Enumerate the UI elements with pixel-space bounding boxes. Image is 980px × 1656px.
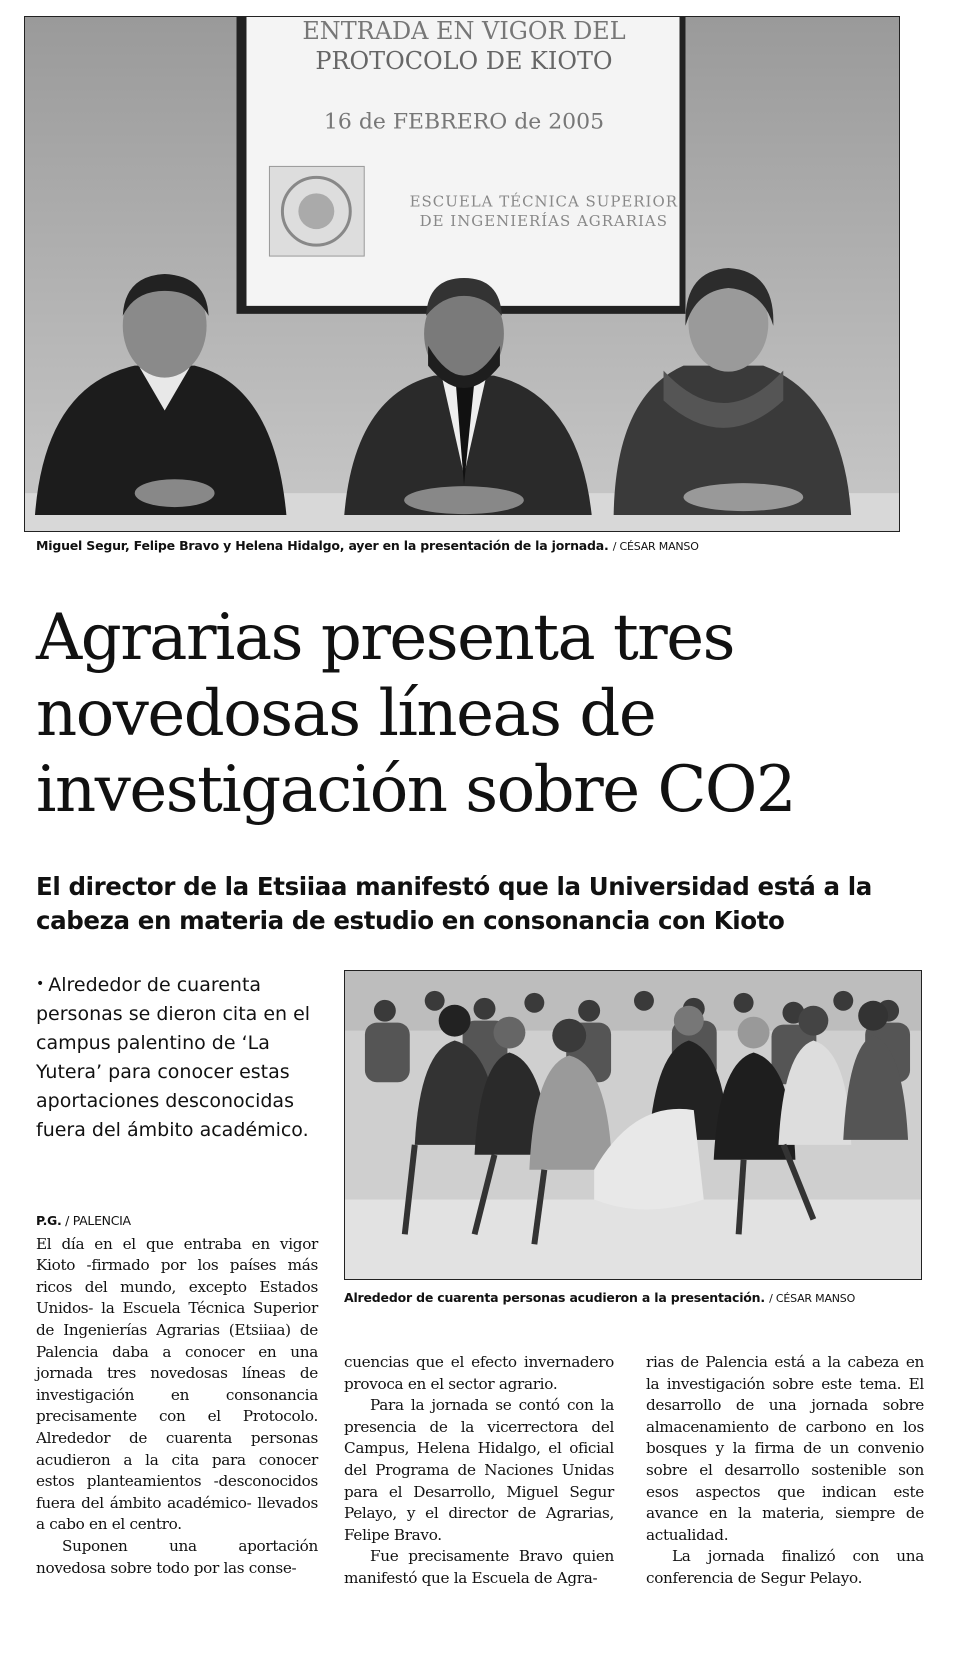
- summary-text: Alrededor de cuarenta personas se dieron cita en el campus palentino de ‘La Yutera’ para conocer estas aportaciones desconocidas fuera del ámbito académico.: [36, 974, 311, 1141]
- banner-line-2: PROTOCOLO DE KIOTO: [315, 46, 613, 75]
- body-paragraph: cuencias que el efecto invernadero provoca en el sector agrario.: [344, 1353, 614, 1393]
- audience-caption: [344, 1290, 855, 1305]
- photo-caption: [36, 538, 699, 553]
- summary-bullet: •: [36, 976, 45, 992]
- body-paragraph: Para la jornada se contó con la presencia de la vicerrectora del Campus, Helena Hidalgo, el oficial del Programa de Naciones Unidas para el Desarrollo, Miguel Segur Pelayo, y el director de Agrarias, Felipe Bravo.: [344, 1396, 614, 1544]
- body-column-2: [344, 1352, 614, 1590]
- body-paragraph: Suponen una aportación novedosa sobre todo por las conse-: [36, 1536, 318, 1577]
- headline: Agrarias presenta tres novedosas líneas de investigación sobre CO2: [36, 601, 796, 827]
- byline-author: P.G.: [36, 1213, 62, 1228]
- body-paragraph: Fue precisamente Bravo quien manifestó que la Escuela de Agra-: [344, 1547, 614, 1587]
- body-paragraph: El día en el que entraba en vigor Kioto -firmado por los países más ricos del mundo, excepto Estados Unidos- la Escuela Técnica Superior de Ingenierías Agrarias (Etsiiaa) de Palencia daba a conocer en una jornada tres novedosas líneas de investigación en consonancia precisamente con el Protocolo. Alrededor de cuarenta personas acudieron a la cita para conocer estos planteamientos -desconocidos fuera del ámbito académico- llevados a cabo en el centro.: [36, 1234, 318, 1534]
- banner-date: 16 de FEBRERO de 2005: [323, 109, 605, 135]
- body-paragraph: La jornada finalizó con una conferencia de Segur Pelayo.: [646, 1547, 924, 1587]
- subheadline: El director de la Etsiiaa manifestó que la Universidad está a la cabeza en materia de estudio en consonancia con Kioto: [36, 872, 872, 935]
- body-column-1: [36, 1210, 318, 1579]
- summary-box: [36, 970, 326, 1145]
- body-paragraph: rias de Palencia está a la cabeza en la investigación sobre este tema. El desarrollo de una jornada sobre almacenamiento de carbono en los bosques y la firma de un convenio sobre el desarrollo sostenible son esos aspectos que indican este avance en la materia, siempre de actualidad.: [646, 1353, 924, 1544]
- audience-photo: [344, 970, 922, 1280]
- university-seal-icon: [269, 166, 364, 256]
- audience-photo-credit: / CÉSAR MANSO: [769, 1292, 856, 1305]
- photo-credit: / CÉSAR MANSO: [612, 540, 699, 553]
- byline-place: / PALENCIA: [65, 1213, 131, 1228]
- banner-school-line-1: ESCUELA TÉCNICA SUPERIOR: [409, 192, 678, 211]
- caption-text: Miguel Segur, Felipe Bravo y Helena Hidalgo, ayer en la presentación de la jornada.: [36, 538, 609, 553]
- banner-school-line-2: DE INGENIERÍAS AGRARIAS: [419, 212, 668, 231]
- byline: [36, 1210, 318, 1232]
- audience-caption-text: Alrededor de cuarenta personas acudieron a la presentación.: [344, 1290, 765, 1305]
- speakers-photo: [24, 16, 900, 532]
- body-column-3: [646, 1352, 924, 1590]
- banner-line-1: ENTRADA EN VIGOR DEL: [302, 17, 626, 45]
